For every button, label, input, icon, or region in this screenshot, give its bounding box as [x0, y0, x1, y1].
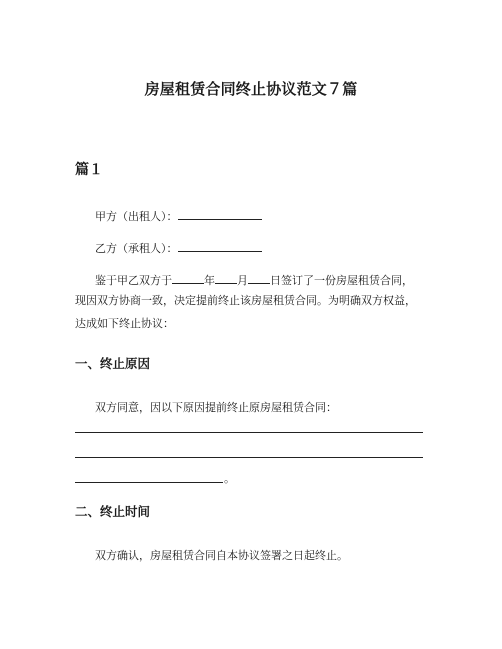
party-a-line [95, 208, 262, 225]
year-blank [172, 272, 204, 284]
day-blank [248, 272, 270, 284]
intro-line-2: 现因双方协商一致，决定提前终止该房屋租赁合同。为明确双方权益， [75, 294, 416, 307]
reason-blank-line-3 [75, 482, 223, 483]
party-b-line [95, 240, 262, 257]
intro-text-1a: 鉴于甲乙双方于 [95, 274, 172, 287]
party-b-blank [178, 240, 262, 252]
section-label: 篇１ [75, 162, 103, 178]
party-a-blank [178, 208, 262, 220]
section-1-body: 双方同意，因以下原因提前终止原房屋租赁合同： [95, 401, 337, 414]
reason-blank-line-2 [75, 457, 423, 458]
party-b-label: 乙方（承租人）： [95, 242, 178, 255]
reason-end-mark: 。 [224, 472, 235, 485]
section-1-heading: 一、终止原因 [75, 356, 151, 371]
intro-text-1b: 年 [204, 274, 215, 287]
intro-line-3: 达成如下终止协议： [75, 317, 174, 330]
month-blank [215, 272, 237, 284]
section-2-heading: 二、终止时间 [75, 504, 151, 519]
intro-line-1 [95, 272, 413, 289]
intro-text-1c: 月 [237, 274, 248, 287]
section-2-body: 双方确认，房屋租赁合同自本协议签署之日起终止。 [95, 549, 348, 562]
intro-text-1d: 日签订了一份房屋租赁合同， [270, 274, 413, 287]
document-title: 房屋租赁合同终止协议范文７篇 [144, 80, 358, 98]
party-a-label: 甲方（出租人）： [95, 210, 178, 223]
reason-blank-line-1 [75, 432, 423, 433]
